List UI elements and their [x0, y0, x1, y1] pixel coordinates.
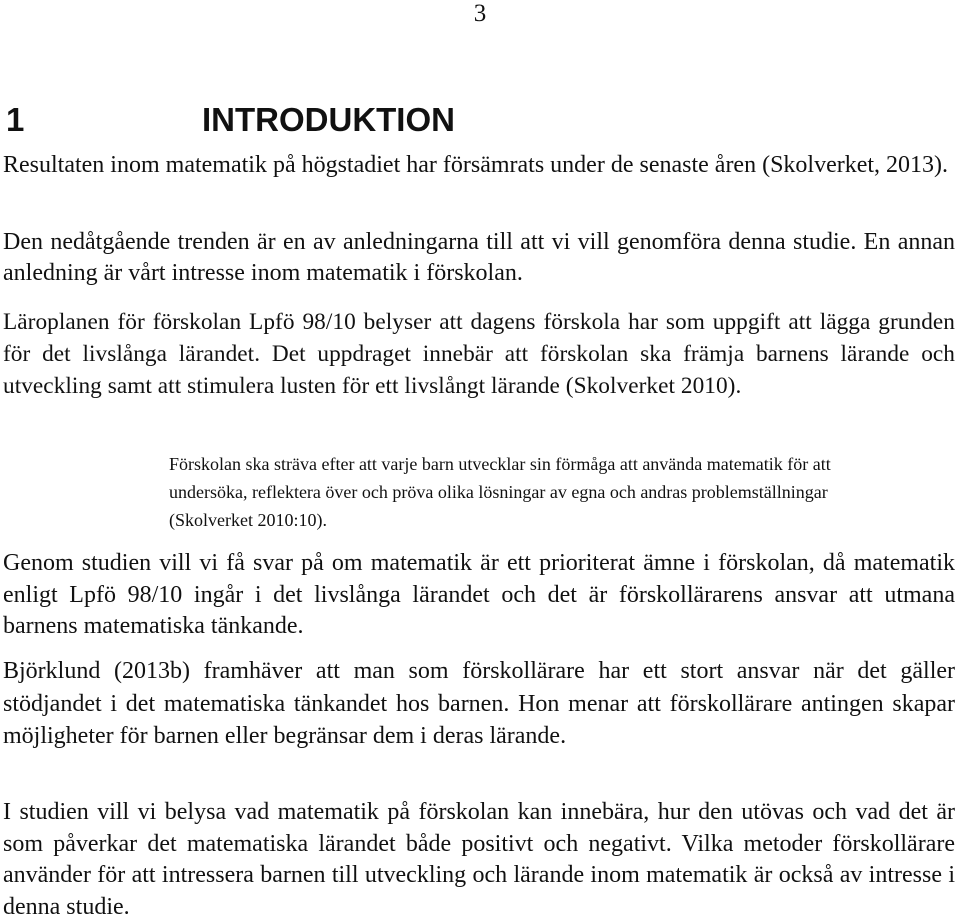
- section-number: 1: [6, 101, 25, 138]
- paragraph-trend: Den nedåtgående trenden är en av anledningarna till att vi vill genomföra denna studie. En annan anledning är vårt intresse inom matematik i förskolan.: [3, 229, 955, 286]
- section-heading: [6, 100, 455, 140]
- paragraph-study-focus: I studien vill vi belysa vad matematik på förskolan kan innebära, hur den utövas och vad det är som påverkar det matematiska lärandet både positivt och negativt. Vilka metoder förskollärare använder för att intressera barnen till utveckling och lärande inom matematik är också av intresse i denna studie.: [3, 799, 955, 920]
- block-quote: Förskolan ska sträva efter att varje barn utvecklar sin förmåga att använda matematik för att undersöka, reflektera över och pröva olika lösningar av egna och andras problemställningar (Skolverket 2010:10).: [169, 454, 831, 530]
- paragraph-curriculum: Läroplanen för förskolan Lpfö 98/10 belyser att dagens förskola har som uppgift att lägga grunden för det livslånga lärandet. Det uppdraget innebär att förskolan ska främja barnens lärande och utveckling samt att stimulera lusten för ett livslångt lärande (Skolverket 2010).: [3, 309, 955, 399]
- paragraph-study-aim: Genom studien vill vi få svar på om matematik är ett prioriterat ämne i förskolan, då matematik enligt Lpfö 98/10 ingår i det livslånga lärandet och det är förskollärarens ansvar att utmana barnens matematiska tänkande.: [3, 550, 955, 639]
- paragraph-results: Resultaten inom matematik på högstadiet har försämrats under de senaste åren (Skolverket, 2013).: [3, 152, 949, 178]
- page-number: 3: [473, 0, 487, 27]
- section-title: INTRODUKTION: [202, 101, 455, 138]
- paragraph-bjorklund: Björklund (2013b) framhäver att man som förskollärare har ett stort ansvar när det gäller stödjandet i det matematiska tänkandet hos barnen. Hon menar att förskollärare antingen skapar möjligheter för barnen eller begränsar dem i deras lärande.: [3, 658, 955, 749]
